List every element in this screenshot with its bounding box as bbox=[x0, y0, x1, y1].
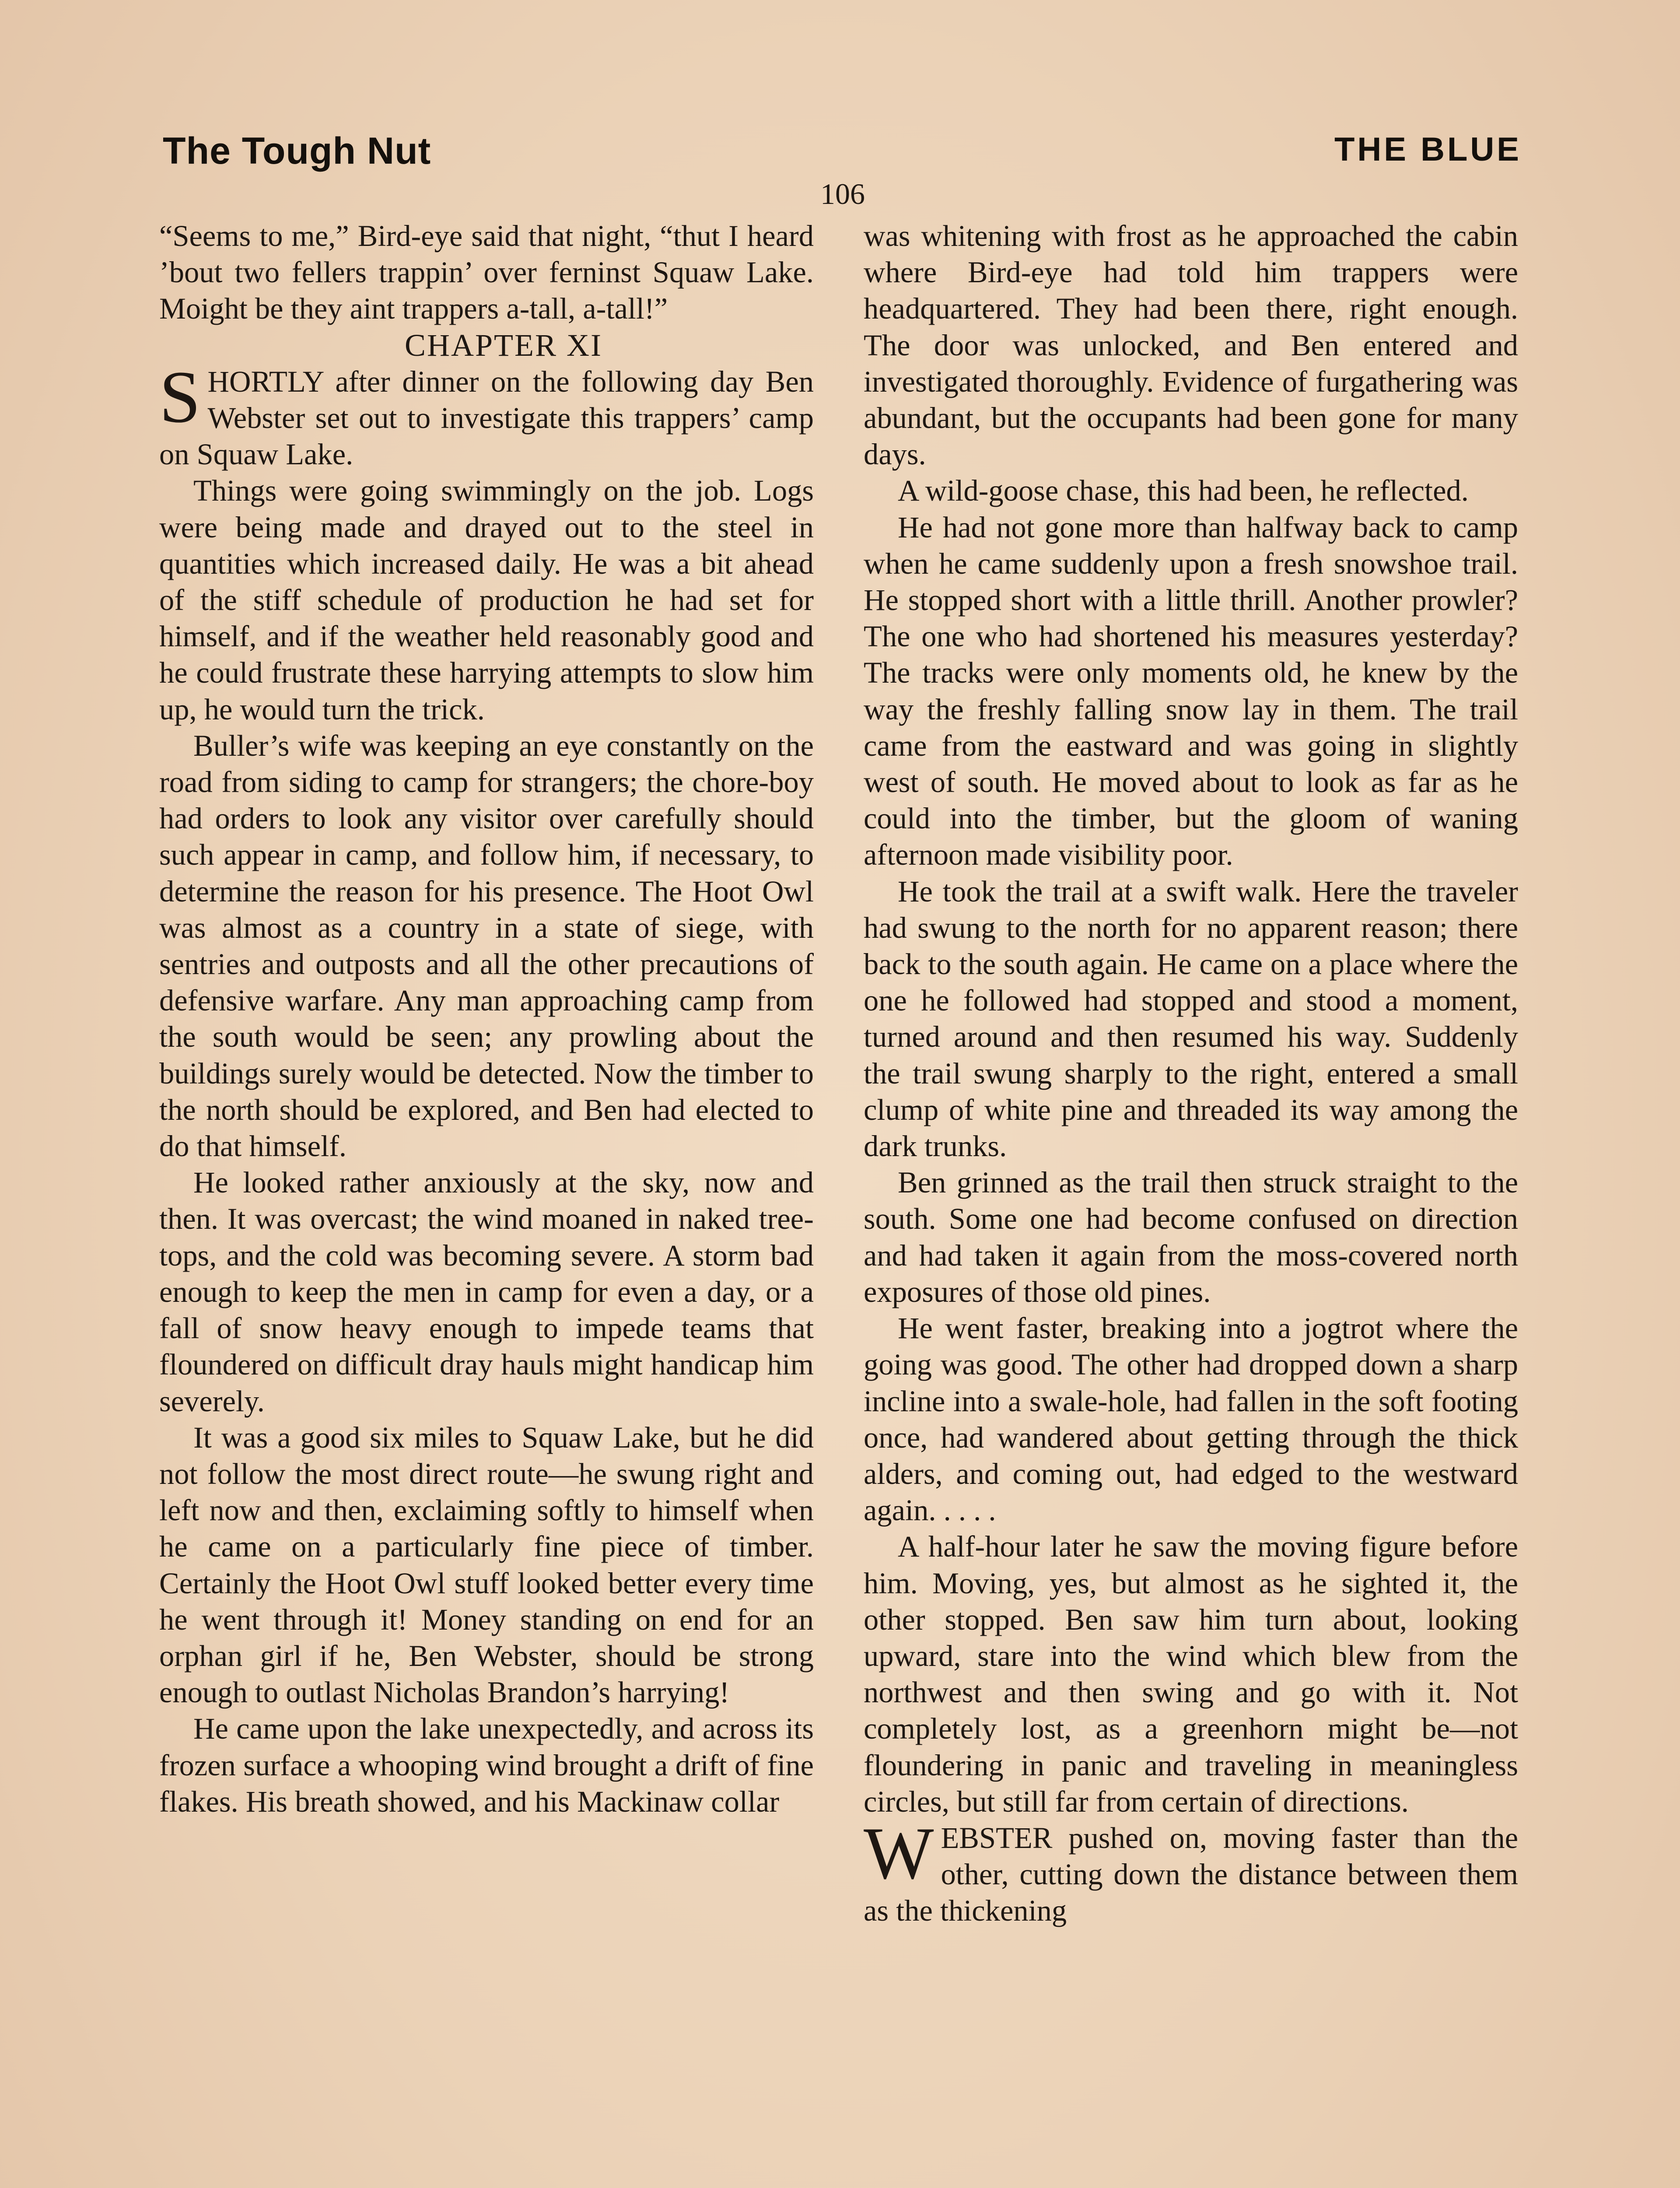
paragraph-text: EBSTER pushed on, moving faster than the other, cutting down the distance between them as the thickening bbox=[864, 1821, 1518, 1928]
chapter-heading: CHAPTER XI bbox=[404, 327, 602, 363]
paragraph: He went faster, breaking into a jogtrot where the going was good. The other had dropped down a sharp incline into a swale-hole, had fallen in the soft footing once, had wandered about getting through the thick alders, and coming out, had edged to the westward again. . . . . bbox=[864, 1311, 1518, 1527]
right-column bbox=[864, 218, 1518, 1929]
paragraph: He had not gone more than halfway back to camp when he came suddenly upon a fresh snowshoe trail. He stopped short with a little thrill. Another prowler? The one who had shortened his measures yesterday? The tracks were only moments old, he knew by the way the freshly falling snow lay in them. The trail came from the eastward and was going in slightly west of south. He moved about to look as far as he could into the timber, but the gloom of waning afternoon made visibility poor. bbox=[864, 510, 1518, 872]
page-number: 106 bbox=[820, 177, 865, 210]
running-title-right: THE BLUE bbox=[1334, 131, 1522, 168]
paragraph: He came upon the lake unexpectedly, and across its frozen surface a whooping wind brought a drift of fine flakes. His breath showed, and his Mackinaw collar bbox=[159, 1712, 814, 1818]
left-column bbox=[159, 218, 814, 1820]
drop-cap: W bbox=[864, 1812, 934, 1894]
paragraph: was whitening with frost as he approached the cabin where Bird-eye had told him trappers were headquartered. They had been there, right enough. The door was unlocked, and Ben entered and investigated thoroughly. Evidence of furgathering was abundant, but the occupants had been gone for many days. bbox=[864, 219, 1518, 471]
paragraph: He looked rather anxiously at the sky, now and then. It was overcast; the wind moaned in naked tree-tops, and the cold was becoming severe. A storm bad enough to keep the men in camp for even a day, or a fall of snow heavy enough to impede teams that floundered on difficult dray hauls might handicap him severely. bbox=[159, 1166, 814, 1418]
paragraph: Buller’s wife was keeping an eye constantly on the road from siding to camp for strangers; the chore-boy had orders to look any visitor over carefully should such appear in camp, and follow him, if necessary, to determine the reason for his presence. The Hoot Owl was almost as a country in a state of siege, with sentries and outposts and all the other precautions of defensive warfare. Any man approaching camp from the south would be seen; any prowling about the buildings surely would be detected. Now the timber to the north should be explored, and Ben had elected to do that himself. bbox=[159, 729, 814, 1163]
paragraph: Ben grinned as the trail then struck straight to the south. Some one had become confused on direction and had taken it again from the moss-covered north exposures of those old pines. bbox=[864, 1166, 1518, 1308]
paragraph-dropcap bbox=[864, 1812, 1518, 1929]
paragraph: A half-hour later he saw the moving figure before him. Moving, yes, but almost as he sighted it, the other stopped. Ben saw him turn about, looking upward, stare into the wind which blew from the northwest and then swing and go with it. Not completely lost, as a greenhorn might be—not floundering in panic and traveling in meaningless circles, but still far from certain of directions. bbox=[864, 1530, 1518, 1818]
paragraph: He took the trail at a swift walk. Here the traveler had swung to the north for no apparent reason; there back to the south again. He came on a place where the one he followed had stopped and stood a moment, turned around and then resumed his way. Suddenly the trail swung sharply to the right, entered a small clump of white pine and threaded its way among the dark trunks. bbox=[864, 874, 1518, 1163]
drop-cap: S bbox=[159, 355, 201, 438]
paragraph: Things were going swimmingly on the job. Logs were being made and drayed out to the steel in quantities which increased daily. He was a bit ahead of the stiff schedule of production he had set for himself, and if the weather held reasonably good and he could frustrate these harrying attempts to slow him up, he would turn the trick. bbox=[159, 474, 814, 726]
paragraph: “Seems to me,” Bird-eye said that night, “thut I heard ’bout two fellers trappin’ over ferninst Squaw Lake. Moight be they aint trappers a-tall, a-tall!” bbox=[159, 219, 814, 326]
paragraph-dropcap bbox=[159, 355, 814, 473]
paragraph: It was a good six miles to Squaw Lake, but he did not follow the most direct route—he swung right and left now and then, exclaiming softly to himself when he came on a particularly fine piece of timber. Certainly the Hoot Owl stuff looked better every time he went through it! Money standing on end for an orphan girl if he, Ben Webster, should be strong enough to outlast Nicholas Brandon’s harrying! bbox=[159, 1420, 814, 1709]
paragraph-text: HORTLY after dinner on the following day Ben Webster set out to investigate this trappers’ camp on Squaw Lake. bbox=[159, 365, 814, 471]
running-title-left: The Tough Nut bbox=[163, 130, 431, 172]
paragraph: A wild-goose chase, this had been, he reflected. bbox=[898, 474, 1469, 508]
